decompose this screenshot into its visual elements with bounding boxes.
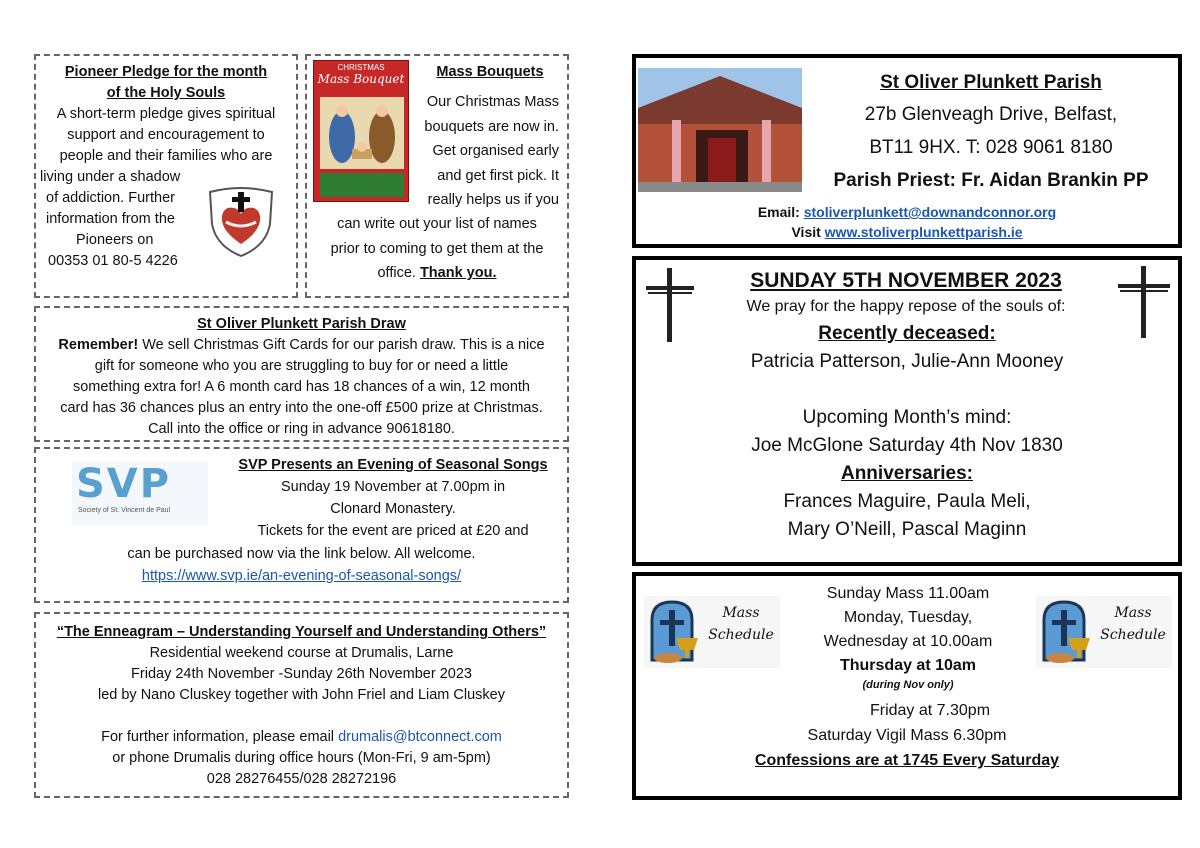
mass-schedule-section bbox=[632, 572, 1182, 800]
pioneer-line: living under a shadow bbox=[40, 169, 181, 185]
parish-draw-section bbox=[34, 306, 569, 442]
draw-line: We sell Christmas Gift Cards for our parish draw. This is a nice bbox=[138, 337, 545, 353]
svp-event-link[interactable]: https://www.svp.ie/an-evening-of-seasonal-songs/ bbox=[141, 568, 462, 584]
enneagram-info-text: For further information, please email bbox=[101, 729, 339, 745]
svp-line: Sunday 19 November at 7.00pm in bbox=[280, 479, 506, 495]
bouquet-line: Get organised early bbox=[432, 143, 559, 159]
recently-deceased-names: Patricia Patterson, Julie-Ann Mooney bbox=[750, 351, 1064, 372]
memorial-date: SUNDAY 5TH NOVEMBER 2023 bbox=[750, 269, 1062, 292]
pioneer-line: people and their families who are bbox=[59, 148, 273, 164]
mass-schedule-badge-left bbox=[644, 596, 780, 668]
enneagram-phones: 028 28276455/028 28272196 bbox=[206, 771, 397, 787]
enneagram-line: Residential weekend course at Drumalis, Larne bbox=[149, 645, 454, 661]
draw-line: card has 36 chances plus an entry into the one-off £500 prize at Christmas. bbox=[60, 400, 543, 416]
svp-title: SVP Presents an Evening of Seasonal Songs bbox=[238, 457, 548, 473]
email-label: Email: bbox=[757, 204, 804, 220]
draw-line: Call into the office or ring in advance 90618180. bbox=[148, 421, 455, 437]
remember-text: Remember! bbox=[58, 337, 139, 353]
bouquet-line: prior to coming to get them at the bbox=[330, 240, 544, 257]
enneagram-line: Friday 24th November -Sunday 26th November 2023 bbox=[131, 666, 472, 682]
priest-name: : Fr. Aidan Brankin PP bbox=[949, 170, 1149, 191]
weekday-mass-line: Monday, Tuesday, bbox=[843, 609, 973, 626]
thursday-note: (during Nov only) bbox=[862, 679, 954, 691]
parish-draw-title: St Oliver Plunkett Parish Draw bbox=[197, 316, 406, 332]
card-top-text: CHRISTMAS bbox=[337, 63, 385, 72]
pioneer-phone: 00353 01 80-5 4226 bbox=[48, 253, 178, 269]
pioneer-line: support and encouragement to bbox=[67, 127, 265, 143]
stained-glass-chalice-icon bbox=[1040, 600, 1094, 664]
enneagram-section bbox=[34, 612, 569, 798]
bouquet-line: can write out your list of names bbox=[337, 216, 537, 232]
parish-address-line1: 27b Glenveagh Drive, Belfast, bbox=[864, 104, 1118, 125]
drumalis-email-link[interactable]: drumalis@btconnect.com bbox=[338, 729, 502, 745]
bouquet-line: and get first pick. It bbox=[437, 167, 559, 184]
church-building-photo bbox=[638, 68, 802, 192]
pioneer-line: information from the bbox=[46, 211, 175, 227]
draw-line: gift for someone who you are struggling to buy for or need a little bbox=[94, 358, 509, 374]
mass-schedule-badge-right bbox=[1036, 596, 1172, 668]
svp-line: Tickets for the event are priced at £20 and bbox=[257, 523, 529, 539]
svp-line: Clonard Monastery. bbox=[330, 501, 456, 517]
nativity-scene-icon bbox=[320, 97, 404, 169]
thursday-mass-time: Thursday at 10am bbox=[839, 657, 977, 674]
confessions-time: Confessions are at 1745 Every Saturday bbox=[754, 752, 1060, 769]
bouquet-line: bouquets are now in. bbox=[424, 118, 559, 135]
anniversaries-line: Mary O’Neill, Pascal Maginn bbox=[787, 519, 1027, 540]
sunday-mass-time: Sunday Mass 11.00am bbox=[826, 585, 990, 602]
mass-bouquets-section bbox=[305, 54, 569, 298]
weekday-mass-line: Wednesday at 10.00am bbox=[823, 633, 993, 650]
svp-logo bbox=[72, 461, 208, 525]
recently-deceased-heading: Recently deceased: bbox=[818, 323, 996, 344]
card-title-text: Mass Bouquet bbox=[317, 72, 405, 86]
badge-word-schedule: Schedule bbox=[708, 627, 774, 643]
stained-glass-chalice-icon bbox=[648, 600, 702, 664]
months-mind-names: Joe McGlone Saturday 4th Nov 1830 bbox=[751, 435, 1063, 456]
card-footer-band bbox=[320, 173, 404, 197]
visit-label: Visit bbox=[791, 224, 825, 240]
pioneer-title-line2: of the Holy Souls bbox=[106, 85, 226, 101]
anniversaries-line: Frances Maguire, Paula Meli, bbox=[783, 491, 1031, 512]
months-mind-heading: Upcoming Month’s mind: bbox=[802, 407, 1012, 428]
priest-label: Parish Priest bbox=[833, 170, 950, 191]
enneagram-info-line: or phone Drumalis during office hours (Mon-Fri, 9 am-5pm) bbox=[112, 750, 491, 766]
memorial-section bbox=[632, 256, 1182, 566]
mass-bouquet-card-image bbox=[313, 60, 409, 202]
pioneer-line: of addiction. Further bbox=[46, 190, 175, 206]
parish-website-link[interactable]: www.stoliverplunkettparish.ie bbox=[824, 224, 1023, 240]
svp-line: can be purchased now via the link below. All welcome. bbox=[127, 546, 476, 562]
svp-logo-subtext: Society of St. Vincent de Paul bbox=[78, 507, 171, 514]
anniversaries-heading: Anniversaries: bbox=[840, 463, 973, 484]
parish-name: St Oliver Plunkett Parish bbox=[880, 72, 1102, 93]
badge-word-mass: Mass bbox=[1114, 605, 1152, 621]
svp-section bbox=[34, 447, 569, 603]
parish-header-section bbox=[632, 54, 1182, 248]
pioneer-line: Pioneers on bbox=[76, 232, 154, 248]
badge-word-mass: Mass bbox=[722, 605, 760, 621]
friday-mass-time: Friday at 7.30pm bbox=[869, 702, 991, 719]
bouquet-line: really helps us if you bbox=[427, 192, 559, 208]
parish-email-link[interactable]: stoliverplunkett@downandconnor.org bbox=[803, 204, 1057, 220]
memorial-intro: We pray for the happy repose of the souls of: bbox=[746, 298, 1066, 315]
sacred-heart-shield-icon bbox=[206, 184, 276, 258]
pioneer-title-line1: Pioneer Pledge for the month bbox=[64, 64, 268, 80]
mass-bouquets-title: Mass Bouquets bbox=[436, 64, 544, 80]
bouquet-line: office. bbox=[377, 265, 416, 281]
pioneer-line: A short-term pledge gives spiritual bbox=[56, 106, 276, 122]
draw-line: something extra for! A 6 month card has 18 chances of a win, 12 month bbox=[72, 379, 530, 395]
enneagram-title: “The Enneagram – Understanding Yourself and Understanding Others” bbox=[56, 624, 547, 640]
parish-address-line2: BT11 9HX. T: 028 9061 8180 bbox=[869, 137, 1113, 158]
bouquet-line: Our Christmas Mass bbox=[426, 94, 559, 110]
pioneer-pledge-section bbox=[34, 54, 298, 298]
thank-you-text: Thank you. bbox=[419, 265, 497, 281]
badge-word-schedule: Schedule bbox=[1100, 627, 1166, 643]
svp-logo-text: SVP bbox=[76, 461, 172, 507]
enneagram-line: led by Nano Cluskey together with John Friel and Liam Cluskey bbox=[97, 687, 505, 703]
saturday-vigil-time: Saturday Vigil Mass 6.30pm bbox=[807, 727, 1007, 744]
